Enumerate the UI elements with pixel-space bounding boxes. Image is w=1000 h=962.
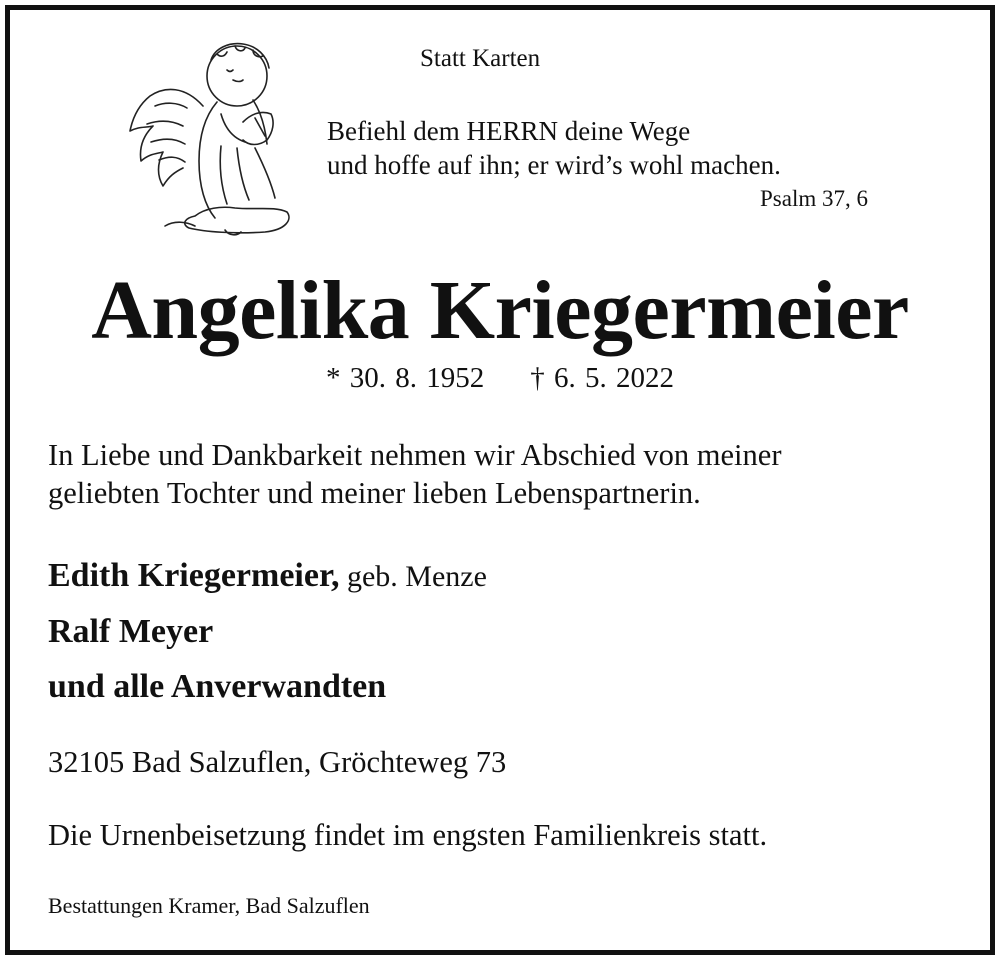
mourner-name: und alle Anverwandten — [48, 668, 387, 705]
verse-line-1: Befiehl dem HERRN deine Wege — [327, 116, 691, 146]
header-label: Statt Karten — [420, 45, 541, 72]
death-date: † 6. 5. 2022 — [530, 362, 674, 394]
verse-line-2: und hoffe auf ihn; er wird’s wohl machen. — [327, 150, 781, 180]
mourner-2 — [48, 613, 213, 651]
praying-angel-icon — [125, 36, 295, 241]
farewell-message-line-1: In Liebe und Dankbarkeit nehmen wir Abschied von meiner — [48, 438, 782, 472]
family-address: 32105 Bad Salzuflen, Gröchteweg 73 — [48, 745, 507, 779]
mourner-1 — [48, 557, 487, 595]
mourner-note: geb. Menze — [339, 560, 487, 593]
mourner-name: Edith Kriegermeier, — [48, 557, 340, 594]
mourner-3 — [48, 668, 386, 706]
deceased-name: Angelika Kriegermeier — [91, 264, 909, 357]
birth-date: * 30. 8. 1952 — [326, 362, 485, 394]
life-dates — [0, 362, 1000, 395]
undertaker-name: Bestattungen Kramer, Bad Salzuflen — [48, 893, 370, 918]
burial-note: Die Urnenbeisetzung findet im engsten Familienkreis statt. — [48, 818, 768, 852]
mourner-name: Ralf Meyer — [48, 613, 214, 650]
farewell-message-line-2: geliebten Tochter und meiner lieben Lebenspartnerin. — [48, 476, 701, 510]
verse-reference: Psalm 37, 6 — [760, 186, 868, 211]
